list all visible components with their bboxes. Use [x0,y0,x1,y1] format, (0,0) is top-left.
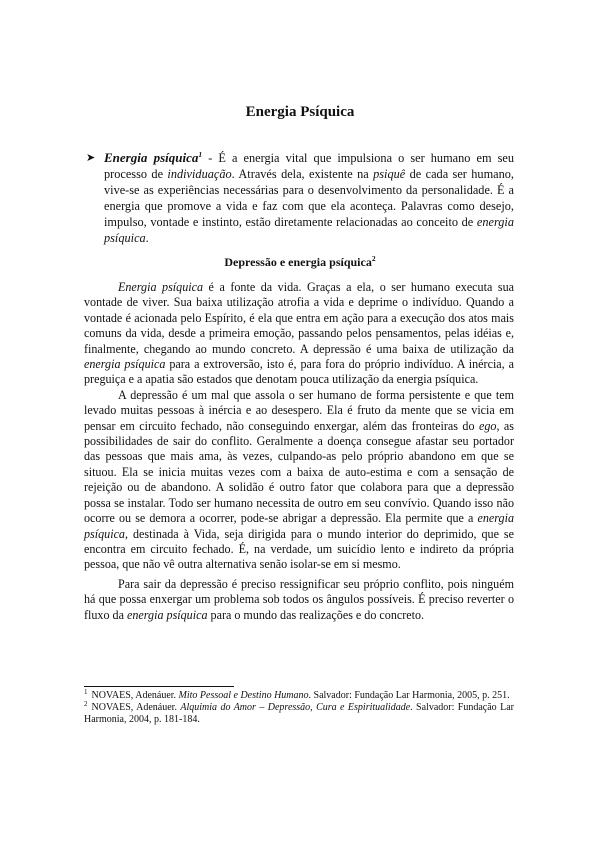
footnote-italic: Alquimia do Amor – Depressão, Cura e Espiritualidade [180,702,411,713]
definition-italic: individuação [167,167,232,181]
paragraph [84,280,514,388]
footnote-italic: Mito Pessoal e Destino Humano [178,690,309,701]
section-heading-text: Depressão e energia psíquica [224,255,372,269]
paragraph-text: , as possibilidades de sair do conflito. Geralmente a doença consegue afastar seu portador das pessoas que mais ama, às vezes, culpando-as pelo próprio abandono em que se situou. Ela se inicia muitas vezes com a baixa de auto-estima e com a sensação de rejeição ou de abandono. A solidão é outro fator que colabora para que a depressão possa se instalar. Todo ser humano necessita de outro em seu convívio. Quando isso não ocorre ou se demora a ocorrer, pode-se abrigar a depressão. Ela permite que a [84,418,515,526]
paragraph-text: Para sair da depressão é preciso ressignificar seu próprio conflito, pois ninguém há que possa enxergar um problema sob todos os ângulos possíveis. É preciso reverter o fluxo da [84,576,514,622]
footnote [84,699,514,726]
paragraph-text: para a extroversão, isto é, para fora do próprio indivíduo. A inércia, a preguiça e a apatia são estados que denotam pouca utilização da energia psíquica. [84,357,514,387]
footnote-ref-2[interactable]: 2 [371,254,376,263]
definition-bullet [86,149,514,246]
body-text [84,280,514,623]
paragraph [84,388,514,573]
paragraph [84,577,514,623]
footnote-text: . Salvador: Fundação Lar Harmonia, 2005, p. 251. [308,690,510,701]
footnote-number: 1 [84,687,88,696]
footnote-text: . Salvador: Fundação Lar Harmonia, 2004, p. 181-184. [84,702,514,725]
footnote-text: NOVAES, Adenáuer. [91,690,179,701]
definition-text: . Através dela, existente na [231,167,374,181]
paragraph-italic: Energia psíquica [118,280,204,294]
definition-text: - É a energia vital que impulsiona o ser humano em seu processo de [104,151,514,181]
paragraph-text: é a fonte da vida. Graças a ela, o ser humano executa sua vontade de viver. Sua baixa utilização atrofia a vida e deprime o indivíduo. Quando a vontade é acionada pelo Espírito, é ela que entra em ação para a execução dos atos mais comuns da vida, desde a primeira emoção, passando pelos pensamentos, pelas idéias e, finalmente, chegando ao mundo concreto. A depressão é uma baixa de utilização da [84,280,514,356]
footnote-text: NOVAES, Adenáuer. [91,702,181,713]
page-title: Energia Psíquica [245,104,355,120]
footnotes [84,687,514,726]
footnote-ref-1[interactable]: 1 [198,149,203,159]
footnote-number: 2 [84,699,88,708]
definition-italic: psiquê [373,167,406,181]
paragraph-italic: energia psíquica [84,511,514,541]
arrow-bullet-icon: ➤ [86,152,96,164]
paragraph-italic: energia psíquica [127,607,208,622]
footnote-divider [84,686,234,687]
paragraph-italic: ego [478,418,497,433]
definition-text: . [145,231,149,245]
paragraph-text: , destinada à Vida, seja dirigida para o mundo interior do deprimido, que se encontra em circuito fechado. É, na verdade, um suicídio lento e indireto da própria pessoa, que não vê outra alternativa senão isolar-se em si mesmo. [84,526,514,572]
definition-term: Energia psíquica [104,150,199,165]
footnote [84,687,514,702]
paragraph-text: A depressão é um mal que assola o ser humano de forma persistente e que tem levado muitas pessoas à inércia e ao desespero. Ela é fruto da mente que se vicia em pensar em circuito fechado, não conseguindo enxergar, além das fronteiras do [84,387,514,433]
definition-text: de cada ser humano, vive-se as experiências necessárias para o desenvolvimento da personalidade. É a energia que promove a vida e faz com que ela aconteça. Palavras como desejo, impulso, vontade e instinto, estão diretamente relacionadas ao conceito de [104,167,514,229]
definition-italic: energia psíquica [104,215,514,245]
section-heading [0,255,600,270]
paragraph-text: para o mundo das realizações e do concreto. [207,607,425,622]
paragraph-italic: energia psíquica [84,357,166,372]
